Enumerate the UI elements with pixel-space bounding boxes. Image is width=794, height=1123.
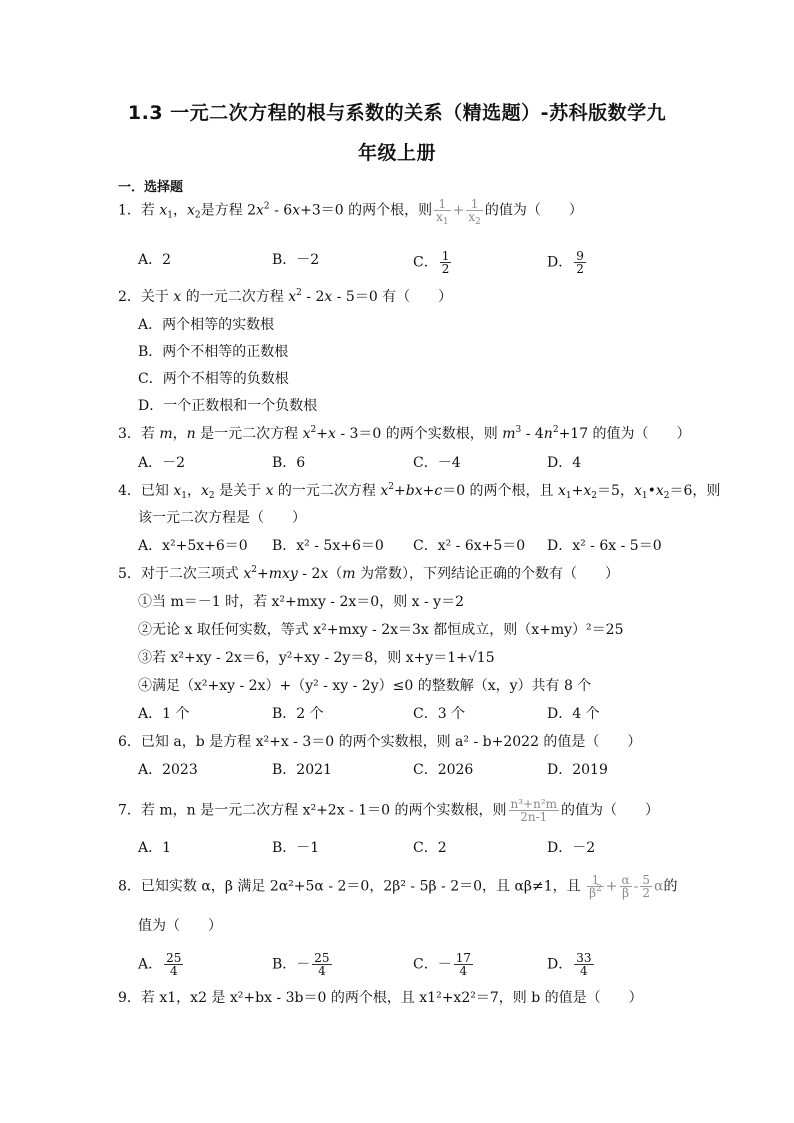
fraction-alpha-over-beta: $\frac{\alpha}{\beta}$ <box>621 873 630 900</box>
q5-statement-1: ①当 m＝－1 时，若 x²+mxy - 2x＝0，则 x - y＝2 <box>138 594 464 610</box>
q1-option-b: B．－2 <box>272 252 320 268</box>
q8-option-d: D． $\frac{33}{4}$ <box>547 951 592 978</box>
q3-option-d: D．4 <box>547 455 582 471</box>
q3-option-b: B．6 <box>272 455 306 471</box>
question-2: 2．关于 x 的一元二次方程 $x^2 - 2x - 5=0$ 有（ ） <box>118 288 453 305</box>
q5-option-d: D．4 个 <box>547 706 600 722</box>
q8-option-b: B．－ $\frac{25}{4}$ <box>272 951 330 978</box>
q4-option-b: B．x² - 5x+6＝0 <box>272 538 384 554</box>
q7-option-d: D．－2 <box>547 840 596 856</box>
q5-statement-2: ②无论 x 取任何实数，等式 x²+mxy - 2x＝3x 都恒成立，则（x+my）²＝25 <box>138 622 624 638</box>
q4-option-a: A．x²+5x+6＝0 <box>138 538 248 554</box>
question-8-line2: 值为（ ） <box>138 918 222 934</box>
q2-option-b: B．两个不相等的正数根 <box>138 344 289 360</box>
q3-option-c: C．－4 <box>413 455 461 471</box>
q5-option-c: C．3 个 <box>413 706 466 722</box>
question-4-line2: 该一元二次方程是（ ） <box>138 510 306 526</box>
q3-option-a: A．－2 <box>138 455 186 471</box>
q1-option-c: C． $\frac{1}{2}$ <box>413 249 450 276</box>
q2-option-a: A．两个相等的实数根 <box>138 317 275 333</box>
q7-option-a: A．1 <box>138 840 172 856</box>
q6-option-b: B．2021 <box>272 762 332 778</box>
question-5: 5．对于二次三项式 $x^2+mxy - 2x(m$ 为常数），下列结论正确的个数有（ ） <box>118 565 620 582</box>
q1-option-a: A．2 <box>138 252 172 268</box>
question-1: 1．若 $x_1$，$x_2$是方程 $2x^2 - 6x+3=0$ 的两个根，则 $\frac{1}{x_1}$ + $\frac{1}{x_2}$ 的值为（ ） <box>118 197 583 227</box>
fraction-1-over-x2: $\frac{1}{x_2}$ <box>468 197 481 227</box>
section-heading: 一．选择题 <box>118 180 184 195</box>
q8-option-c: C．－ $\frac{17}{4}$ <box>413 951 471 978</box>
q4-option-c: C．x² - 6x+5＝0 <box>413 538 526 554</box>
q5-statement-4: ④满足（x²+xy - 2x）+（y² - xy - 2y）≤0 的整数解（x，y）共有 8 个 <box>138 678 592 694</box>
q6-option-a: A．2023 <box>138 762 198 778</box>
q2-option-c: C．两个不相等的负数根 <box>138 371 289 387</box>
fraction-1-over-x1: $\frac{1}{x_1}$ <box>436 197 449 227</box>
question-8: 8．已知实数 α，β 满足 2α²+5α - 2＝0，2β² - 5β - 2＝0，且 αβ≠1，且 $\frac{1}{\beta^2}$ + $\frac{\alpha}{\beta}$ - $\frac{5}{2}$ α的 <box>118 873 678 900</box>
q1-option-d: D． $\frac{9}{2}$ <box>547 249 584 276</box>
question-3: 3．若 m，n 是一元二次方程 $x^2+x - 3=0$ 的两个实数根，则 $m^3 - 4n^2+17$ 的值为（ ） <box>118 425 691 442</box>
q5-option-a: A．1 个 <box>138 706 190 722</box>
q5-statement-3: ③若 x²+xy - 2x＝6，y²+xy - 2y＝8，则 x+y＝1+√15 <box>138 650 495 666</box>
question-7: 7．若 m，n 是一元二次方程 x²+2x - 1＝0 的两个实数根，则 $\frac{\text{n³+n²m}}{2n-1}$ 的值为（ ） <box>118 797 660 824</box>
q5-option-b: B．2 个 <box>272 706 324 722</box>
fraction-5-over-2: $\frac{5}{2}$ <box>642 873 651 900</box>
question-6: 6．已知 a，b 是方程 x²+x - 3＝0 的两个实数根，则 a² - b+2022 的值是（ ） <box>118 734 642 750</box>
q7-option-c: C．2 <box>413 840 447 856</box>
q2-option-d: D．一个正数根和一个负数根 <box>138 398 318 414</box>
question-9: 9．若 x1，x2 是 x²+bx - 3b＝0 的两个根，且 x1²+x2²＝7，则 b 的值是（ ） <box>118 990 643 1006</box>
page-title-line1: 1.3 一元二次方程的根与系数的关系（精选题）-苏科版数学九 <box>127 102 667 124</box>
fraction-q7-expression: $\frac{\text{n³+n²m}}{2n-1}$ <box>510 797 558 824</box>
question-4: 4．已知 $x_1$，$x_2$ 是关于 x 的一元二次方程 $x^2+bx+c=0$ 的两个根，且 $x_1+x_2=5$，$x_1•x_2=6$，则 <box>118 482 721 501</box>
page-title-line2: 年级上册 <box>357 142 436 164</box>
q6-option-c: C．2026 <box>413 762 474 778</box>
fraction-1-over-beta-squared: $\frac{1}{\beta^2}$ <box>589 873 602 900</box>
q7-option-b: B．－1 <box>272 840 320 856</box>
q6-option-d: D．2019 <box>547 762 608 778</box>
q4-option-d: D．x² - 6x - 5＝0 <box>547 538 662 554</box>
q8-option-a: A． $\frac{25}{4}$ <box>138 951 182 978</box>
